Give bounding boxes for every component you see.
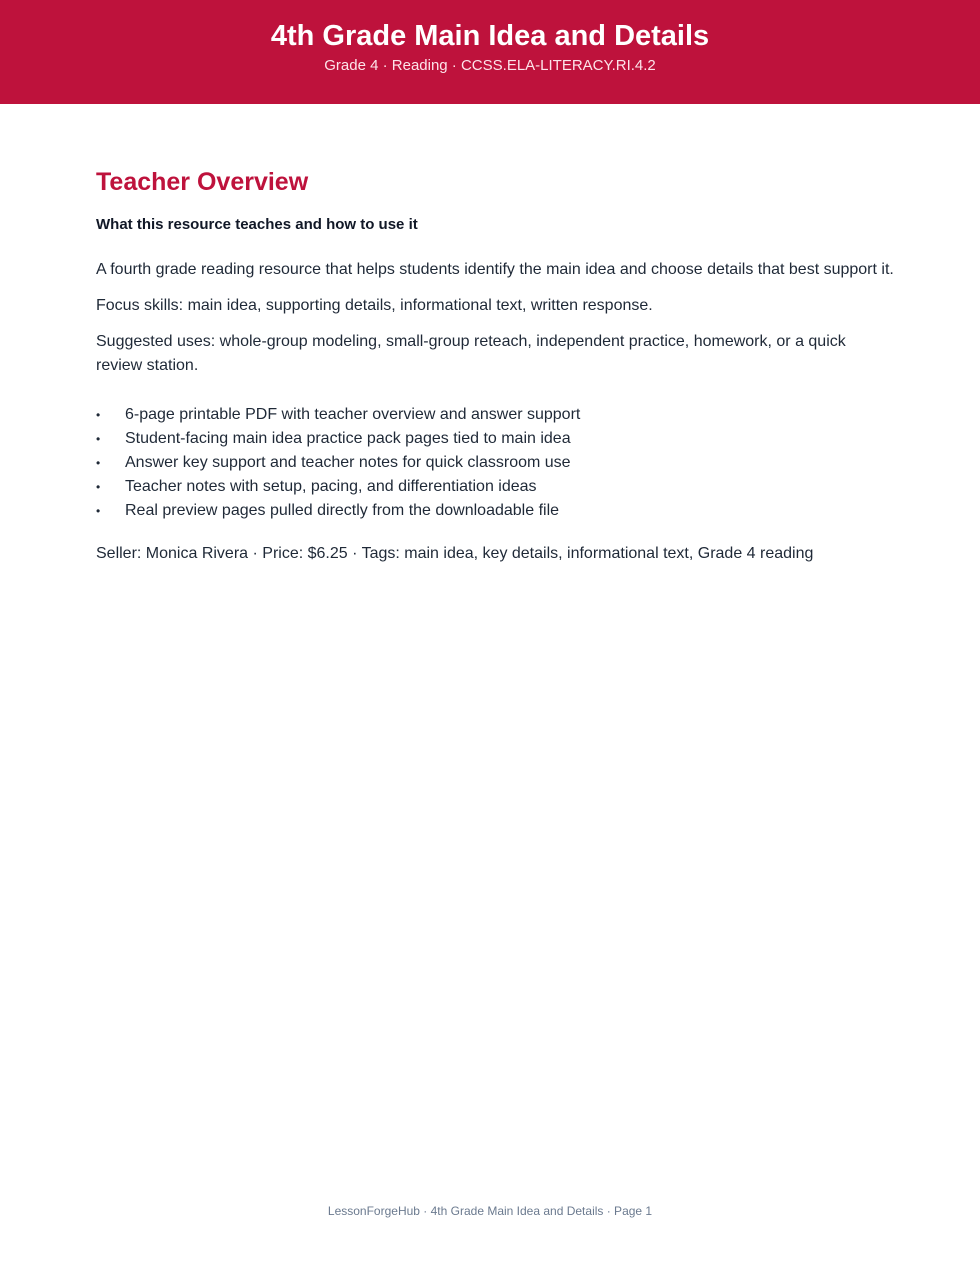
- title-banner: [0, 0, 980, 104]
- features-list: [96, 403, 896, 523]
- overview-section: [96, 166, 896, 566]
- list-item-text: Real preview pages pulled directly from the downloadable file: [125, 502, 560, 519]
- page-subtitle: Grade 4 · Reading · CCSS.ELA-LITERACY.RI.4.2: [324, 57, 656, 74]
- bullet-icon: •: [96, 408, 101, 422]
- list-item: [96, 427, 896, 451]
- bullet-icon: •: [96, 504, 101, 518]
- list-item: [96, 403, 896, 427]
- list-item: [96, 475, 896, 499]
- list-item-text: Answer key support and teacher notes for quick classroom use: [125, 454, 571, 471]
- suggested-uses-paragraph: Suggested uses: whole-group modeling, small-group reteach, independent practice, homework, or a quick review station.: [96, 333, 846, 374]
- list-item-text: Teacher notes with setup, pacing, and differentiation ideas: [125, 478, 537, 495]
- focus-skills-paragraph: Focus skills: main idea, supporting details, informational text, written response.: [96, 297, 653, 314]
- page-title: 4th Grade Main Idea and Details: [270, 20, 710, 52]
- list-item: [96, 451, 896, 475]
- bullet-icon: •: [96, 456, 101, 470]
- section-heading: Teacher Overview: [96, 168, 309, 196]
- bullet-icon: •: [96, 432, 101, 446]
- list-item: [96, 499, 896, 523]
- list-item-text: 6-page printable PDF with teacher overview and answer support: [125, 406, 581, 423]
- seller-price-tags: Seller: Monica Rivera · Price: $6.25 · Tags: main idea, key details, informational text, Grade 4 reading: [96, 545, 814, 562]
- section-subheading: What this resource teaches and how to use it: [96, 216, 418, 233]
- page-footer: LessonForgeHub · 4th Grade Main Idea and Details · Page 1: [327, 1204, 653, 1218]
- description-paragraph: A fourth grade reading resource that helps students identify the main idea and choose details that best support it.: [96, 261, 894, 278]
- list-item-text: Student-facing main idea practice pack pages tied to main idea: [125, 430, 571, 447]
- bullet-icon: •: [96, 480, 101, 494]
